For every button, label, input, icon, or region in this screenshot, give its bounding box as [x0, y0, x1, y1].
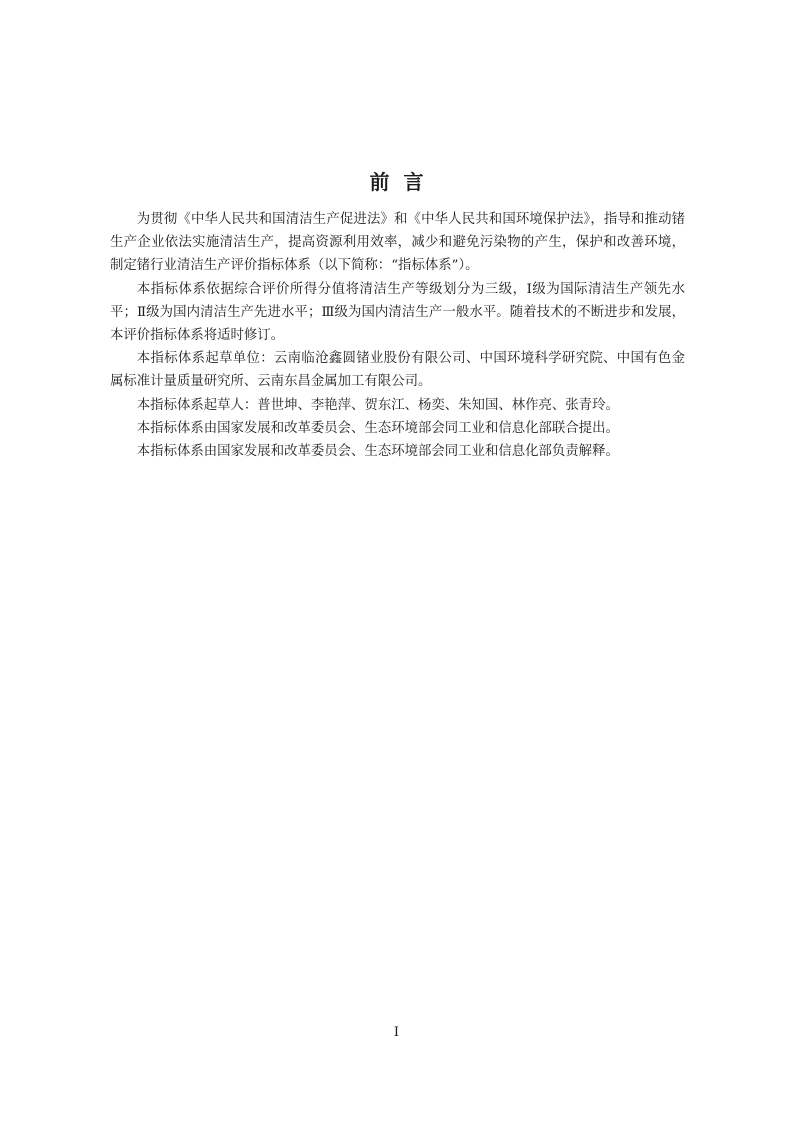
paragraph-drafters: 本指标体系起草人：普世坤、李艳萍、贺东江、杨奕、朱知国、林作亮、张青玲。 [136, 397, 619, 413]
paragraph-proposed-by: 本指标体系由国家发展和改革委员会、生态环境部会同工业和信息化部联合提出。 [136, 420, 619, 436]
paragraph-drafting-units: 本指标体系起草单位：云南临沧鑫圆锗业股份有限公司、中国环境科学研究院、中国有色金属标准计量质量研究所、云南东昌金属加工有限公司。 [110, 351, 685, 390]
paragraph-purpose: 为贯彻《中华人民共和国清洁生产促进法》和《中华人民共和国环境保护法》，指导和推动锗生产企业依法实施清洁生产，提高资源利用效率，减少和避免污染物的产生，保护和改善环境，制定锗行业清洁生产评价指标体系（以下简称：“指标体系”）。 [110, 212, 685, 274]
paragraph-interpreted-by: 本指标体系由国家发展和改革委员会、生态环境部会同工业和信息化部负责解释。 [136, 444, 619, 460]
page-title: 前言 [369, 170, 438, 194]
paragraph-grading-levels: 本指标体系依据综合评价所得分值将清洁生产等级划分为三级，Ⅰ级为国际清洁生产领先水平；Ⅱ级为国内清洁生产先进水平；Ⅲ级为国内清洁生产一般水平。随着技术的不断进步和发展，本评价指标体系将适时修订。 [110, 281, 685, 344]
preface-body [110, 208, 685, 463]
page-number: I [393, 1025, 400, 1040]
